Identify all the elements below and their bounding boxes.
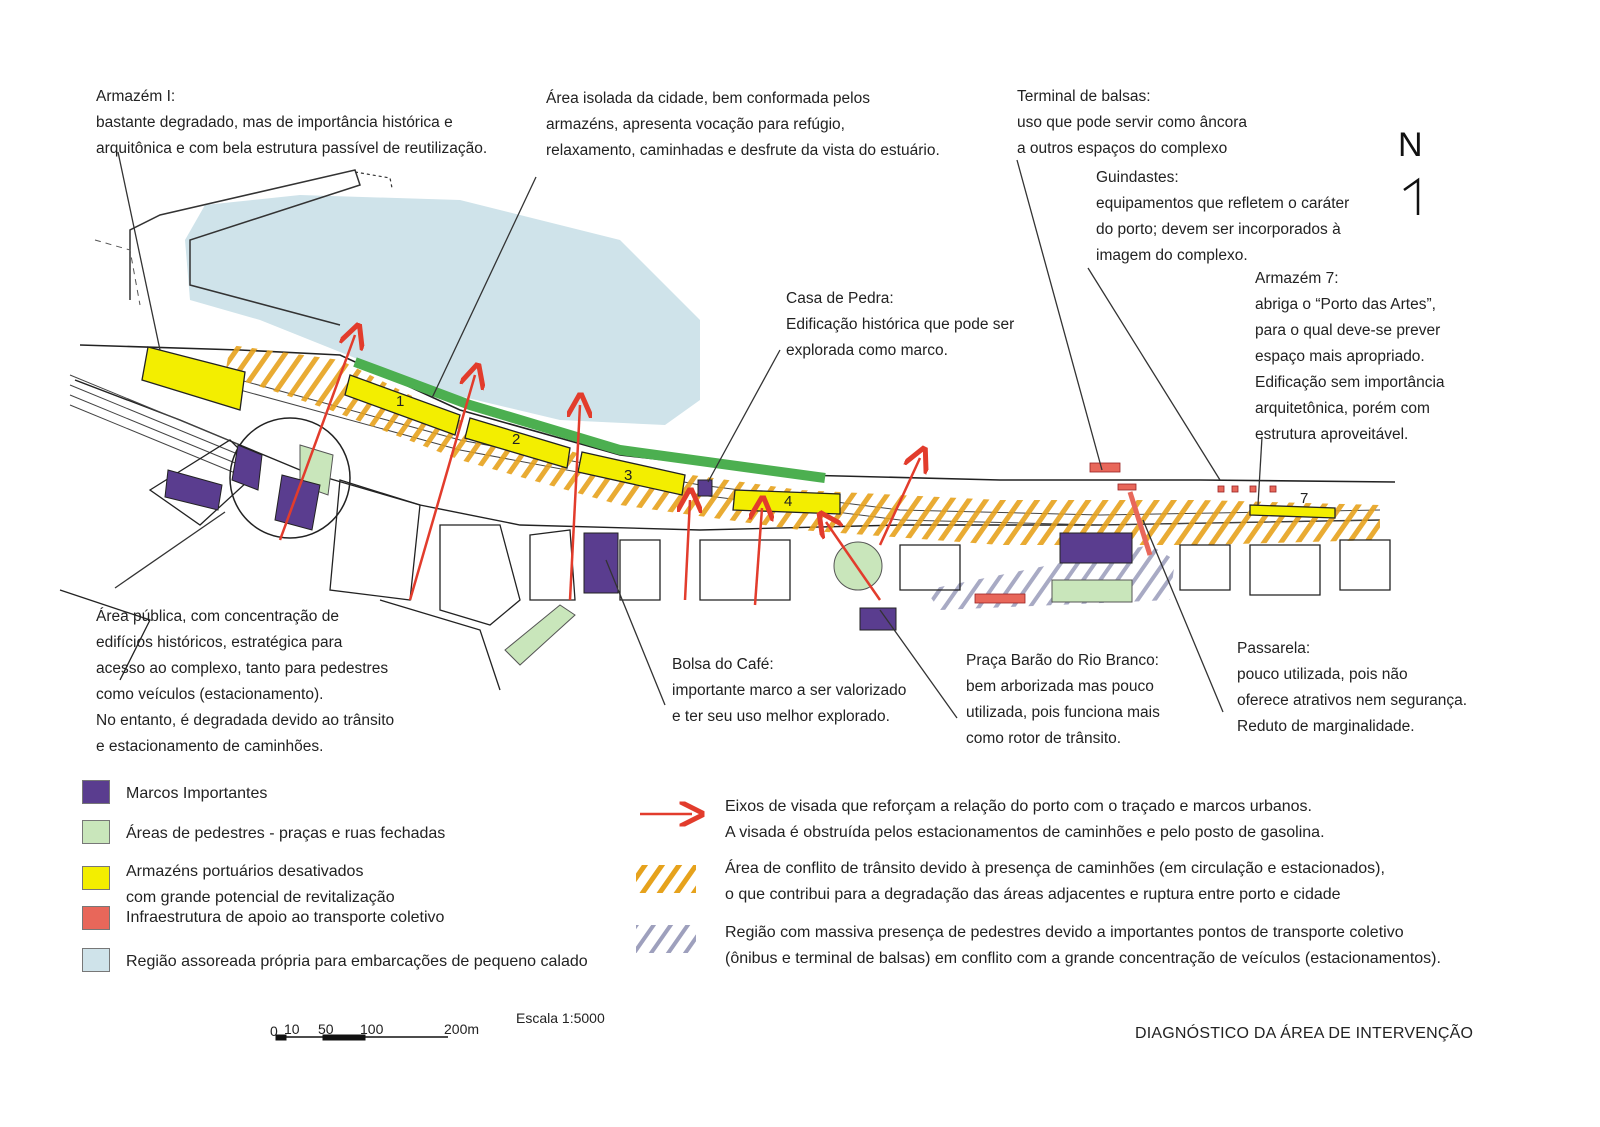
old-shoreline — [95, 240, 140, 305]
note-bolsa-cafe: Bolsa do Café: importante marco a ser valorizado e ter seu uso melhor explorado. — [672, 656, 907, 725]
north-label: N — [1398, 126, 1423, 164]
legend-assoreada — [82, 948, 702, 978]
praca-barao-rio-branco — [834, 542, 882, 590]
legend-pedestres — [82, 820, 602, 850]
legend-swatch — [82, 820, 110, 844]
legend-infraestrutura — [82, 904, 602, 934]
scale-tick: 0 — [270, 1023, 278, 1039]
key-pedestrian-conflict: Região com massiva presença de pedestres devido a importantes pontos de transporte coletivo (ônibus e terminal de balsas) em conflito com a grande concentração de veículos (estacionamentos). — [725, 924, 1441, 967]
note-praca-barao: Praça Barão do Rio Branco: bem arborizada mas pouco utilizada, pois funciona mais como rotor de trânsito. — [966, 652, 1160, 747]
scale-tick: 50 — [318, 1021, 334, 1037]
legend-label: Marcos Importantes — [126, 785, 268, 802]
legend-swatch — [82, 866, 110, 890]
key-truck-conflict: Área de conflito de trânsito devido à presença de caminhões (em circulação e estacionados), o que contribui para a degradação das áreas adjacentes e ruptura entre porto e cidade — [725, 860, 1385, 903]
note-guindastes: Guindastes: equipamentos que refletem o caráter do porto; devem ser incorporados à imagem do complexo. — [1096, 169, 1350, 264]
page-title: DIAGNÓSTICO DA ÁREA DE INTERVENÇÃO — [1135, 1025, 1474, 1042]
legend-swatch — [82, 948, 110, 972]
scale-tick: 200m — [444, 1021, 480, 1037]
warehouse-number: 1 — [396, 393, 405, 410]
legend-label: com grande potencial de revitalização — [126, 889, 395, 906]
note-armazem-i: Armazém I: bastante degradado, mas de importância histórica e arquitônica e com bela estrutura passível de reutilização. — [96, 88, 488, 157]
legend-label: Região assoreada própria para embarcações de pequeno calado — [126, 953, 588, 970]
scale-tick: 100 — [360, 1021, 384, 1037]
legend-label: Áreas de pedestres - praças e ruas fechadas — [126, 825, 446, 842]
note-area-isolada: Área isolada da cidade, bem conformada pelos armazéns, apresenta vocação para refúgio, relaxamento, caminhadas e desfrute da vista do estuário. — [546, 90, 940, 159]
scale-tick: 10 — [284, 1021, 300, 1037]
warehouse-number: 4 — [784, 493, 793, 510]
north-arrow — [1404, 180, 1418, 215]
note-area-publica: Área pública, com concentração de edifícios históricos, estratégica para acesso ao complexo, tanto para pedestres como veículos (estacionamento). No entanto, é degradada devido ao trânsito e estacionamento de caminhões. — [96, 608, 395, 755]
warehouse-number: 7 — [1300, 490, 1309, 507]
legend-label: Infraestrutura de apoio ao transporte coletivo — [126, 909, 445, 926]
note-terminal-balsas: Terminal de balsas: uso que pode servir como âncora a outros espaços do complexo — [1017, 88, 1248, 157]
legend-swatch — [82, 906, 110, 930]
pedestrian-conflict-zone — [925, 545, 1175, 610]
note-casa-pedra: Casa de Pedra: Edificação histórica que pode ser explorada como marco. — [786, 290, 1015, 359]
scale-label: Escala 1:5000 — [516, 1010, 605, 1026]
legend-swatch — [82, 780, 110, 804]
truck-conflict-key — [636, 865, 696, 893]
key-sight-axes: Eixos de visada que reforçam a relação do porto com o traçado e marcos urbanos. A visada é obstruída pelos estacionamentos de caminhões e pelo posto de gasolina. — [725, 798, 1325, 841]
pedestrian-areas — [300, 445, 1132, 665]
note-armazem-7: Armazém 7: abriga o “Porto das Artes”, para o qual deve-se prever espaço mais apropriado. Edificação sem importância arquitetônica, porém com estrutura aproveitável. — [1255, 270, 1445, 443]
note-passarela: Passarela: pouco utilizada, pois não oferece atrativos nem segurança. Reduto de marginalidade. — [1237, 640, 1468, 735]
legend-marcos — [82, 780, 582, 810]
warehouse-number: 3 — [624, 467, 633, 484]
legend-label: Armazéns portuários desativados — [126, 863, 364, 880]
warehouse-number: 2 — [512, 431, 521, 448]
warehouse-7 — [1250, 505, 1335, 518]
